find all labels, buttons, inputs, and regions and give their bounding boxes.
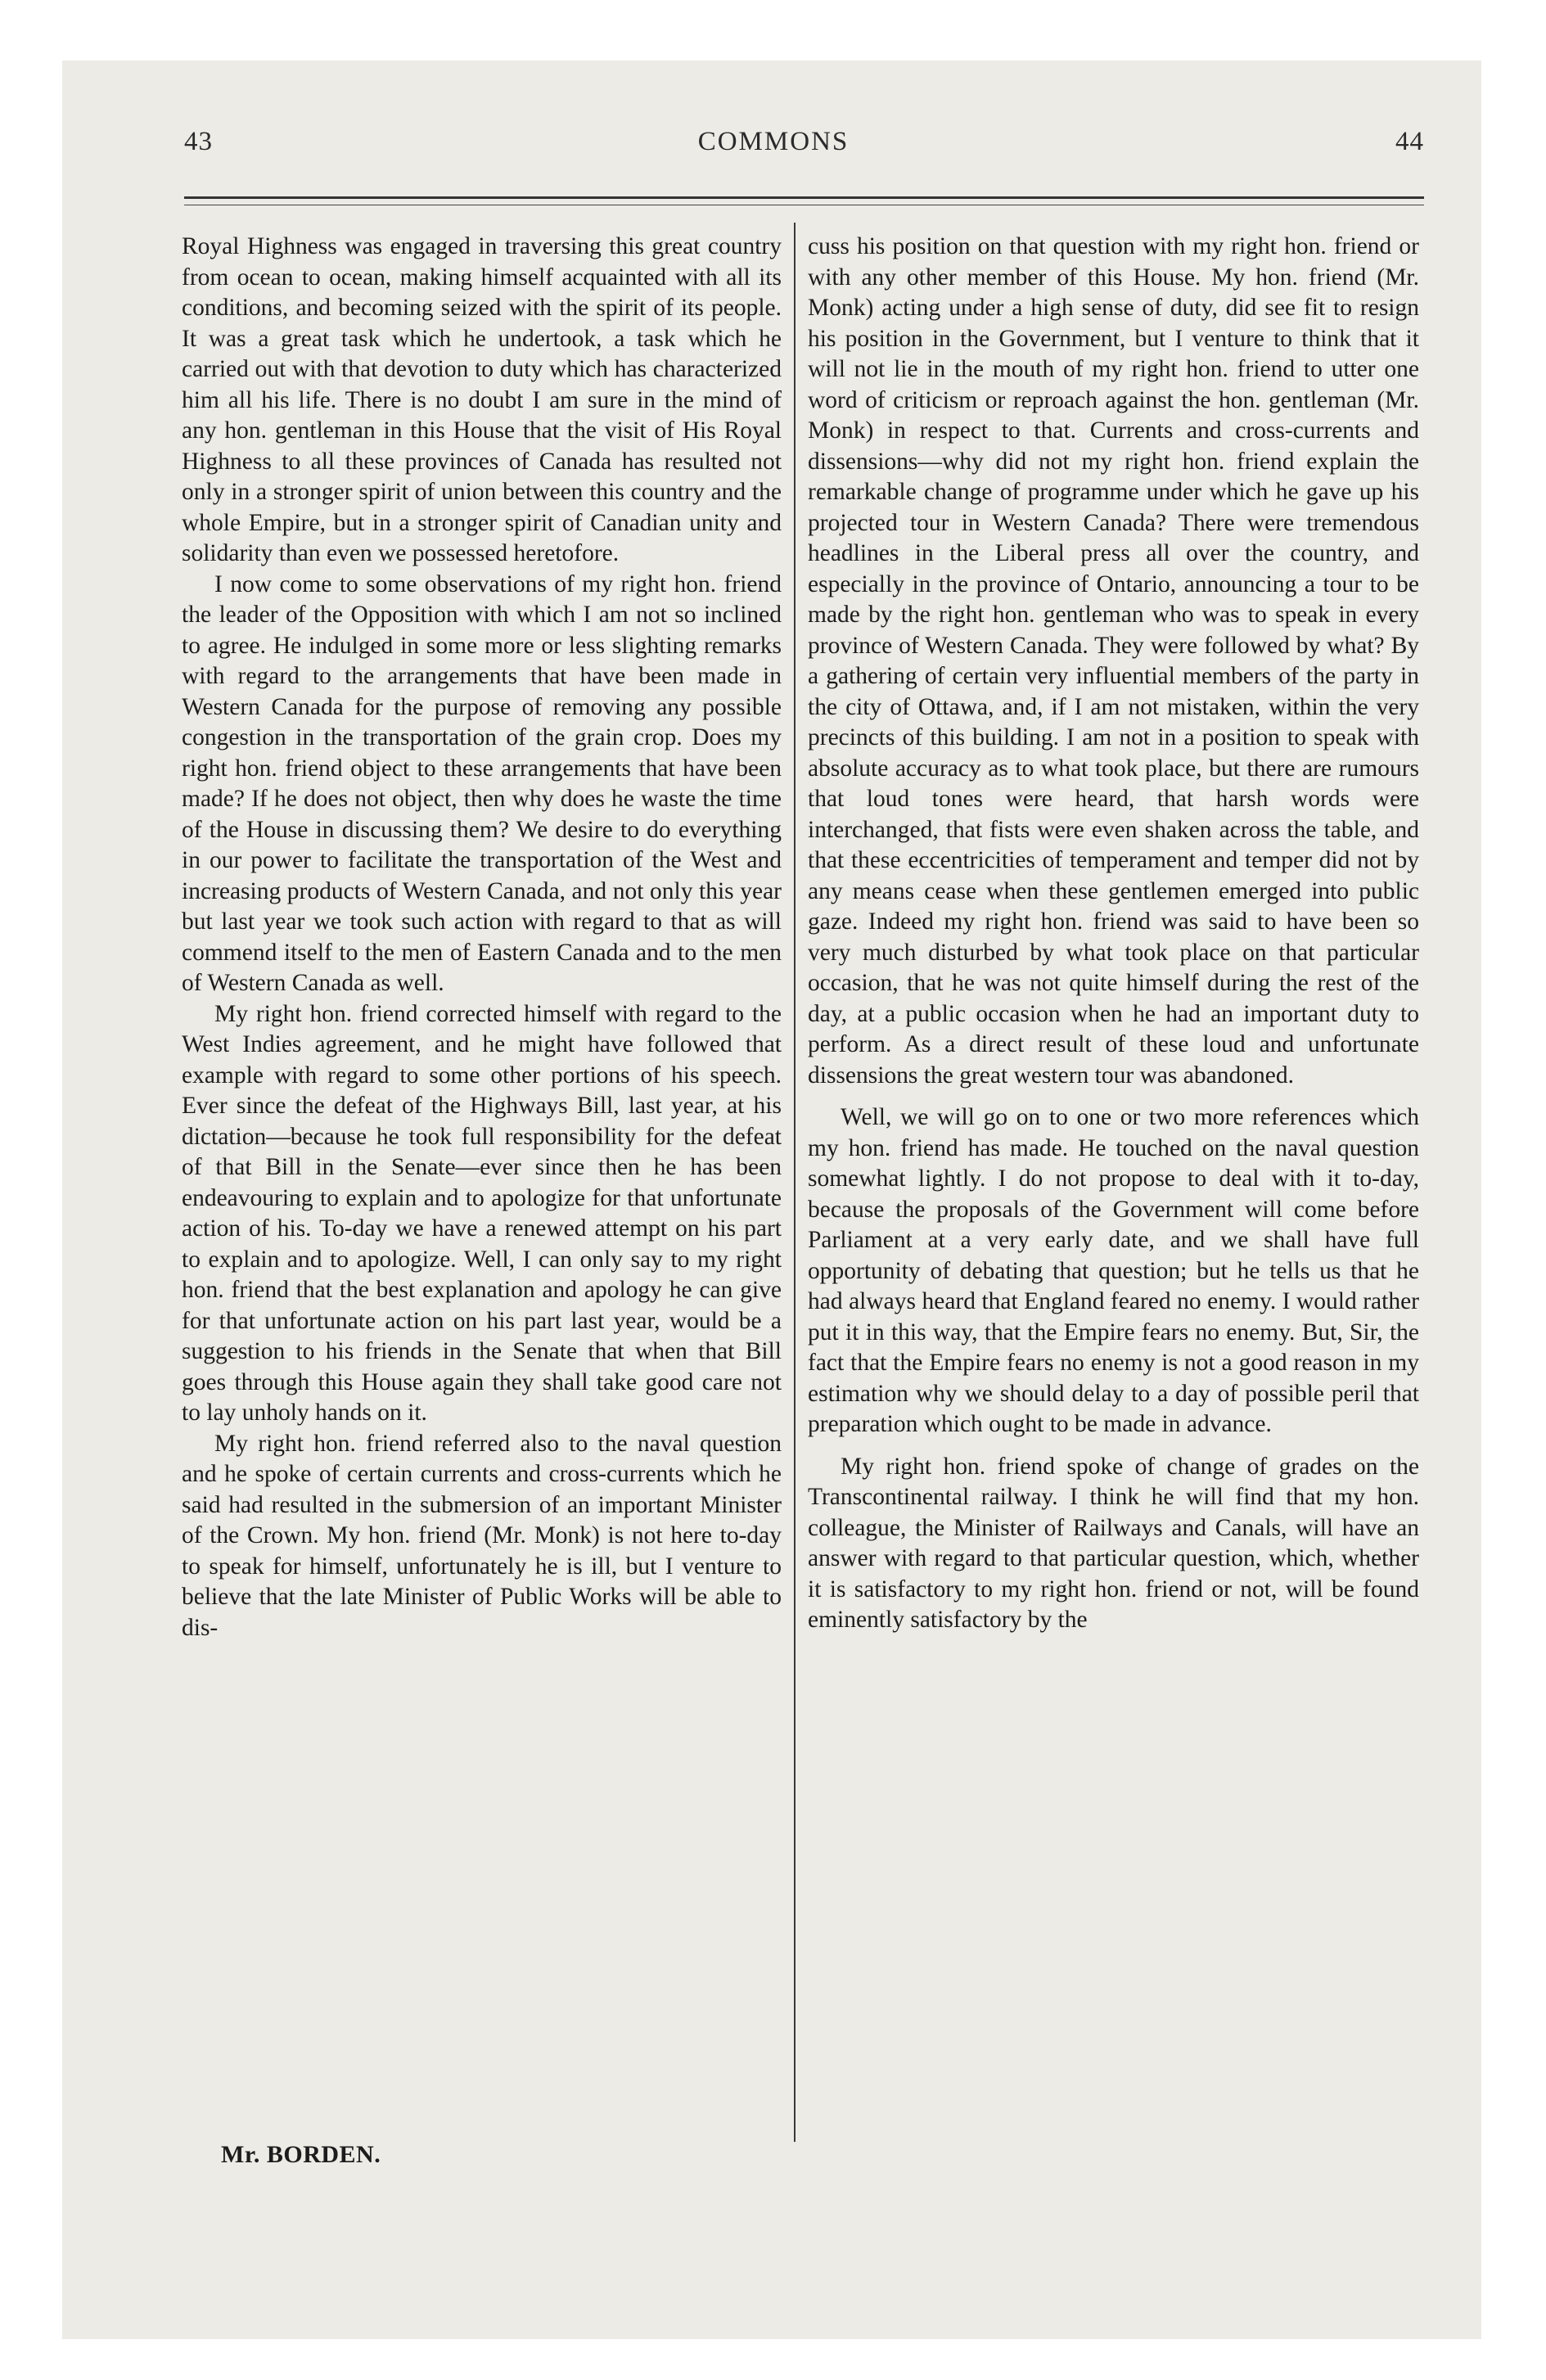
right-page-number: 44 [1395,127,1424,156]
header-title: COMMONS [697,127,850,156]
left-paragraph-2: I now come to some observations of my right hon. friend the leader of the Opposition with which I am not so inclined to agree. He indulged in some more or less slighting remarks with regard to the arrangements that have been made in Western Canada for the purpose of removing any possible congestion in the transportation of the grain crop. Does my right hon. friend object to these arrangements that have been made? If he does not object, then why does he waste the time of the House in discussing them? We desire to do everything in our power to facilitate the transportation of the West and increasing products of Western Canada, and not only this year but last year we took such action with regard to that as will commend itself to the men of Eastern Canada and to the men of Western Canada as well. [182,570,782,996]
left-column [182,232,782,1643]
page-header [123,127,1424,176]
left-paragraph-3: My right hon. friend corrected himself with regard to the West Indies agreement, and he might have followed that example with regard to some other portions of his speech. Ever since the defeat of the Highways Bill, last year, at his dictation—because he took full responsibility for the defeat of that Bill in the Senate—ever since then he has been endeavouring to explain and to apologize for that unfortunate action of his. To-day we have a renewed attempt on his part to explain and to apologize. Well, I can only say to my right hon. friend that the best explanation and apology he can give for that unfortunate action on his part last year, would be a suggestion to his friends in the Senate that when that Bill goes through this House again they shall take good care not to lay unholy hands on it. [182,1000,782,1426]
left-paragraph-1: Royal Highness was engaged in traversing this great country from ocean to ocean, making himself acquainted with all its conditions, and becoming seized with the spirit of its people. It was a great task which he undertook, a task which he carried out with that devotion to duty which has characterized him all his life. There is no doubt I am sure in the mind of any hon. gentleman in this House that the visit of His Royal Highness to all these provinces of Canada has resulted not only in a stronger spirit of union between this country and the whole Empire, but in a stronger spirit of Canadian unity and solidarity than even we possessed heretofore. [182,233,782,566]
column-divider [794,223,796,2142]
right-paragraph-3: My right hon. friend spoke of change of grades on the Transcontinental railway. I think he will find that my hon. colleague, the Minister of Railways and Canals, will have an answer with regard to that particular question, which, whether it is satisfactory to my right hon. friend or not, will be found eminently satisfactory by the [808,1453,1419,1633]
left-page-number: 43 [184,127,213,156]
header-rule-thick [184,196,1424,199]
right-paragraph-1: cuss his position on that question with my right hon. friend or with any other member of this House. My hon. friend (Mr. Monk) acting under a high sense of duty, did see fit to resign his position in the Government, but I venture to think that it will not lie in the mouth of my right hon. friend to utter one word of criticism or reproach against the hon. gentleman (Mr. Monk) in respect to that. Currents and cross-currents and dissensions—why did not my right hon. friend explain the remarkable change of programme under which he gave up his projected tour in Western Canada? There were tremendous headlines in the Liberal press all over the country, and especially in the province of Ontario, announcing a tour to be made by the right hon. gentleman who was to speak in every province of Western Canada. They were followed by what? By a gathering of certain very influential members of the party in the city of Ottawa, and, if I am not mistaken, within the very precincts of this building. I am not in a position to speak with absolute accuracy as to what took place, but there are rumours that loud tones were heard, that harsh words were interchanged, that fists were even shaken across the table, and that these eccentricities of temperament and temper did not by any means cease when these gentlemen emerged into public gaze. Indeed my right hon. friend was said to have been so very much disturbed by what took place on that particular occasion, that he was not quite himself during the rest of the day, at a public occasion when he had an important duty to perform. As a direct result of these loud and unfortunate dissensions the great western tour was abandoned. [808,233,1419,1089]
speaker-signature: Mr. BORDEN. [221,2141,381,2168]
right-column [808,232,1419,1636]
right-paragraph-2: Well, we will go on to one or two more references which my hon. friend has made. He touched on the naval question somewhat lightly. I do not propose to deal with it to-day, because the proposals of the Government will come before Parliament at a very early date, and we shall have full opportunity of debating that question; but he tells us that he had always heard that England feared no enemy. I would rather put it in this way, that the Empire fears no enemy. But, Sir, the fact that the Empire fears no enemy is not a good reason in my estimation why we should delay to a day of possible peril that preparation which ought to be made in advance. [808,1104,1419,1437]
left-paragraph-4: My right hon. friend referred also to the naval question and he spoke of certain currents and cross-currents which he said had resulted in the submersion of an important Minister of the Crown. My hon. friend (Mr. Monk) is not here to-day to speak for himself, unfortunately he is ill, but I venture to believe that the late Minister of Public Works will be able to dis- [182,1430,782,1641]
